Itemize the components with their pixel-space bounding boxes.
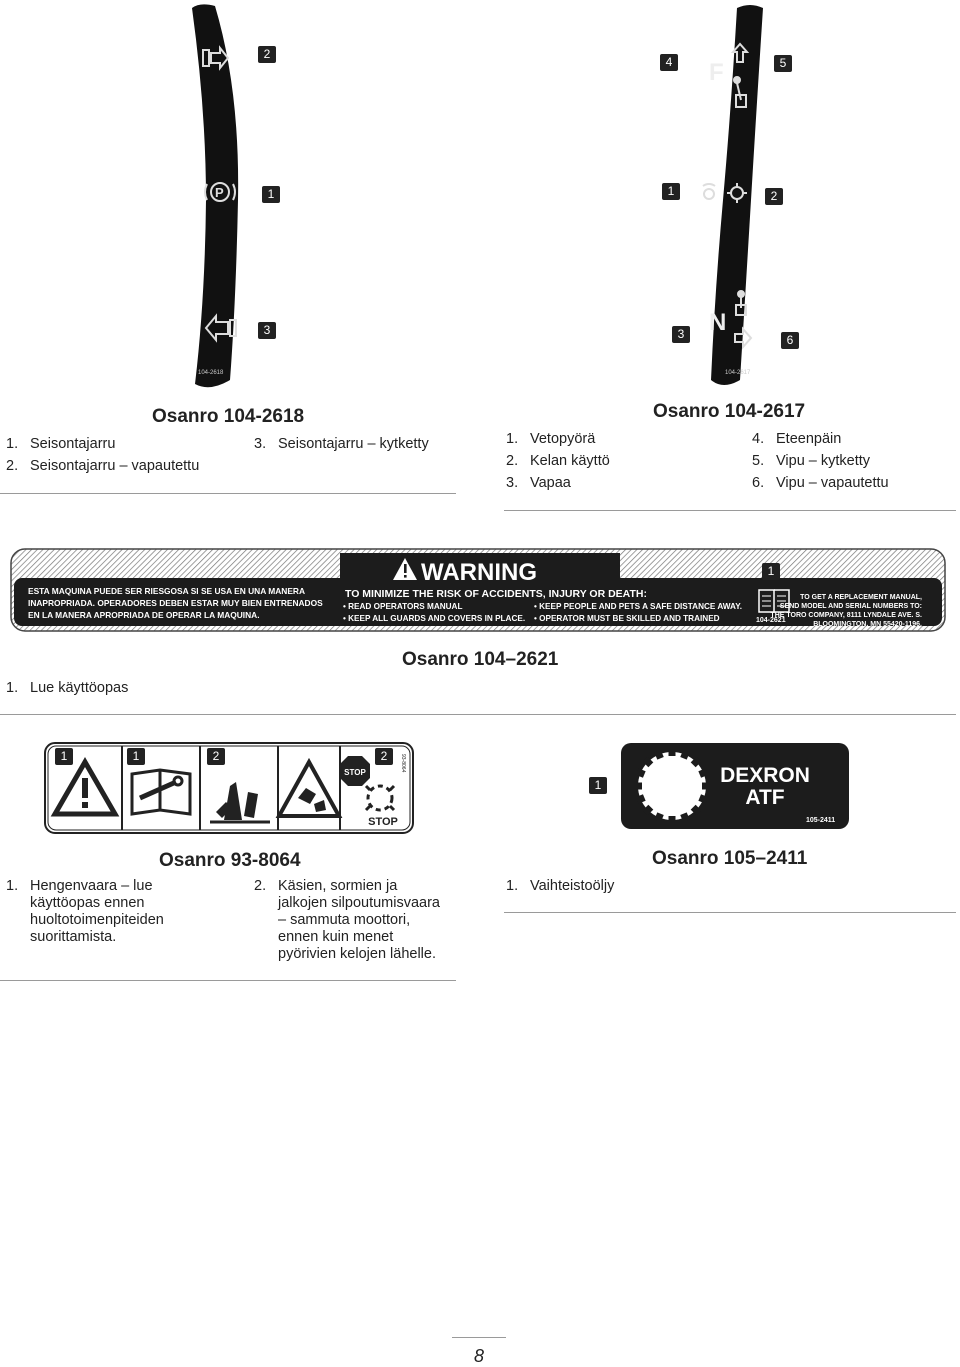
list-item: 1. Vaihteistoöljy	[506, 878, 615, 894]
list-item: 2. Seisontajarru – vapautettu	[6, 458, 200, 474]
callout-4: 4	[660, 54, 678, 71]
warning-bullet: • KEEP ALL GUARDS AND COVERS IN PLACE.	[343, 614, 526, 623]
list-item: 1. Lue käyttöopas	[6, 680, 129, 696]
list-item: 3. Seisontajarru – kytketty	[254, 436, 429, 452]
atf-label: ATF	[745, 786, 785, 809]
spanish-line: ESTA MAQUINA PUEDE SER RIESGOSA SI SE USA EN UNA MANERA	[28, 586, 306, 596]
manual-line: TO GET A REPLACEMENT MANUAL,	[800, 594, 922, 601]
list-item: 2. Kelan käyttö	[506, 453, 610, 469]
callout-1: 1	[55, 748, 73, 765]
list-item: 2. Käsien, sormien ja jalkojen silpoutumisvaara – sammuta moottori, ennen kuin menet pyörivien kelojen lähelle.	[254, 878, 440, 962]
warning-bullet: • KEEP PEOPLE AND PETS A SAFE DISTANCE AWAY.	[534, 602, 743, 611]
gear-notch	[634, 783, 642, 790]
decal-title: Osanro 104–2621	[402, 649, 559, 670]
callout-3: 3	[258, 322, 276, 339]
gear-notch	[702, 783, 710, 790]
callout-5: 5	[774, 55, 792, 72]
svg-text:P: P	[215, 185, 224, 200]
spanish-line: INAPROPRIADA. OPERADORES DEBEN ESTAR MUY BIEN ENTRENADOS	[28, 598, 323, 608]
callout-2: 2	[375, 748, 393, 765]
callout-2: 2	[765, 188, 783, 205]
list-item: 1. Seisontajarru	[6, 436, 116, 452]
callout-3: 3	[672, 326, 690, 343]
callout-1: 1	[589, 777, 607, 794]
divider	[504, 912, 956, 913]
decal-code: 104-2618	[198, 370, 224, 376]
callout-2: 2	[207, 748, 225, 765]
decal-title: Osanro 104-2618	[152, 406, 305, 427]
stop-label: STOP	[368, 816, 398, 828]
decal-code: 105-2411	[806, 817, 836, 824]
list-item: 4. Eteenpäin	[752, 431, 842, 447]
list-item: 3. Vapaa	[506, 475, 571, 491]
decal-code: 93-8064	[400, 754, 406, 773]
callout-1: 1	[662, 183, 680, 200]
page-number: 8	[473, 1346, 484, 1366]
divider	[0, 980, 456, 981]
callout-1: 1	[762, 563, 780, 580]
svg-text:STOP: STOP	[344, 768, 366, 777]
decal-104-2621	[10, 548, 946, 632]
decal-93-8064	[44, 742, 414, 834]
manual-line: THE TORO COMPANY, 8111 LYNDALE AVE. S.	[770, 612, 922, 619]
divider	[504, 510, 956, 511]
warning-heading: TO MINIMIZE THE RISK OF ACCIDENTS, INJURY OR DEATH:	[345, 588, 647, 600]
decal-code: 104-2621	[756, 617, 786, 624]
list-item: 6. Vipu – vapautettu	[752, 475, 889, 491]
callout-1: 1	[262, 186, 280, 203]
letter-n: N	[709, 309, 727, 336]
divider	[452, 1337, 506, 1338]
callout-1: 1	[127, 748, 145, 765]
decal-title: Osanro 93-8064	[159, 850, 301, 871]
divider	[0, 493, 456, 494]
decal-104-2618	[170, 0, 260, 392]
decal-title: Osanro 105–2411	[652, 848, 808, 869]
list-item: 5. Vipu – kytketty	[752, 453, 871, 469]
manual-line: SEND MODEL AND SERIAL NUMBERS TO:	[779, 603, 922, 610]
list-item: 1. Vetopyörä	[506, 431, 596, 447]
spanish-line: EN LA MANERA APROPRIADA DE OPERAR LA MAQUINA.	[28, 610, 260, 620]
callout-6: 6	[781, 332, 799, 349]
gear-icon	[634, 748, 710, 824]
decal-code: 104-2617	[725, 370, 751, 376]
manual-line: BLOOMINGTON, MN 55420-1196.	[813, 621, 922, 628]
callout-2: 2	[258, 46, 276, 63]
decal-105-2411	[620, 742, 850, 830]
traction-wheel-icon	[703, 184, 715, 199]
stop-octagon-icon	[340, 756, 370, 786]
warning-word: WARNING	[421, 559, 537, 586]
divider	[0, 714, 956, 715]
list-item: 1. Hengenvaara – lue käyttöopas ennen huoltotoimenpiteiden suorittamista.	[6, 878, 164, 945]
decal-title: Osanro 104-2617	[653, 401, 806, 422]
gear-notch	[669, 816, 676, 824]
warning-bullet: • READ OPERATORS MANUAL	[343, 602, 463, 611]
gear-notch	[669, 748, 676, 756]
warning-bullet: • OPERATOR MUST BE SKILLED AND TRAINED	[534, 614, 720, 623]
dexron-label: DEXRON	[720, 764, 810, 787]
letter-f: F	[709, 59, 724, 86]
